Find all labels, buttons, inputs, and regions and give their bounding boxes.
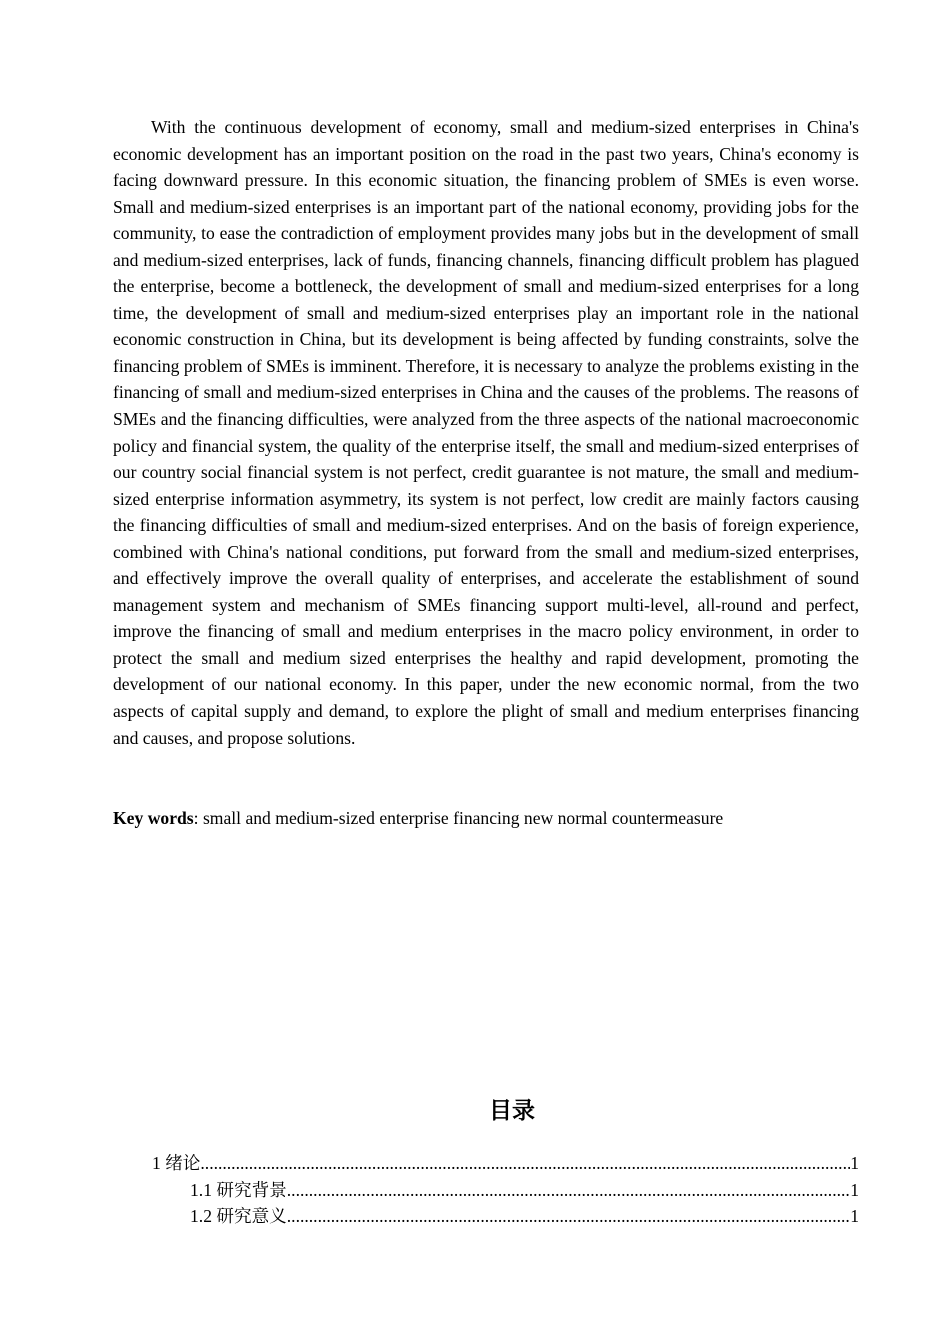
toc-dot-leader [287, 1177, 850, 1204]
toc-dot-leader [200, 1150, 850, 1177]
keywords-label: Key words [113, 808, 194, 828]
toc-entry[interactable] [190, 1203, 859, 1230]
toc-entry[interactable] [152, 1150, 859, 1177]
toc-entry-label: 1 绪论 [152, 1153, 201, 1173]
toc-page-number: 1 [850, 1153, 859, 1173]
keywords-text: small and medium-sized enterprise financing new normal countermeasure [202, 808, 724, 828]
toc-page-number: 1 [850, 1206, 859, 1226]
toc-page-number: 1 [850, 1180, 859, 1200]
keywords-line [113, 805, 859, 832]
toc-title: 目录 [489, 1098, 535, 1124]
toc-entry-label: 1.2 研究意义 [190, 1206, 287, 1226]
keywords-separator: : [193, 808, 203, 828]
toc-entry[interactable] [190, 1177, 859, 1204]
abstract-paragraph: With the continuous development of economy, small and medium-sized enterprises in China's economic development has an important position on the road in the past two years, China's economy is facing downward pressure. In this economic situation, the financing problem of SMEs is even worse. Small and medium-sized enterprises is an important part of the national economy, providing jobs for the community, to ease the contradiction of employment provides many jobs but in the development of small and medium-sized enterprises, lack of funds, financing channels, financing difficult problem has plagued the enterprise, become a bottleneck, the development of small and medium-sized enterprises for a long time, the development of small and medium-sized enterprises play an important role in the national economic construction in China, but its development is being affected by funding constraints, solve the financing problem of SMEs is imminent. Therefore, it is necessary to analyze the problems existing in the financing of small and medium-sized enterprises in China and the causes of the problems. The reasons of SMEs and the financing difficulties, were analyzed from the three aspects of the national macroeconomic policy and financial system, the quality of the enterprise itself, the small and medium-sized enterprises of our country social financial system is not perfect, credit guarantee is not mature, the small and medium-sized enterprise information asymmetry, its system is not perfect, low credit are mainly factors causing the financing difficulties of small and medium-sized enterprises. And on the basis of foreign experience, combined with China's national conditions, put forward from the small and medium-sized enterprises, and effectively improve the overall quality of enterprises, and accelerate the establishment of sound management system and mechanism of SMEs financing support multi-level, all-round and perfect, improve the financing of small and medium enterprises in the macro policy environment, in order to protect the small and medium sized enterprises the healthy and rapid development, promoting the development of our national economy. In this paper, under the new economic normal, from the two aspects of capital supply and demand, to explore the plight of small and medium enterprises financing and causes, and propose solutions. [113, 117, 859, 748]
toc-entry-label: 1.1 研究背景 [190, 1180, 287, 1200]
toc-dot-leader [287, 1203, 850, 1230]
